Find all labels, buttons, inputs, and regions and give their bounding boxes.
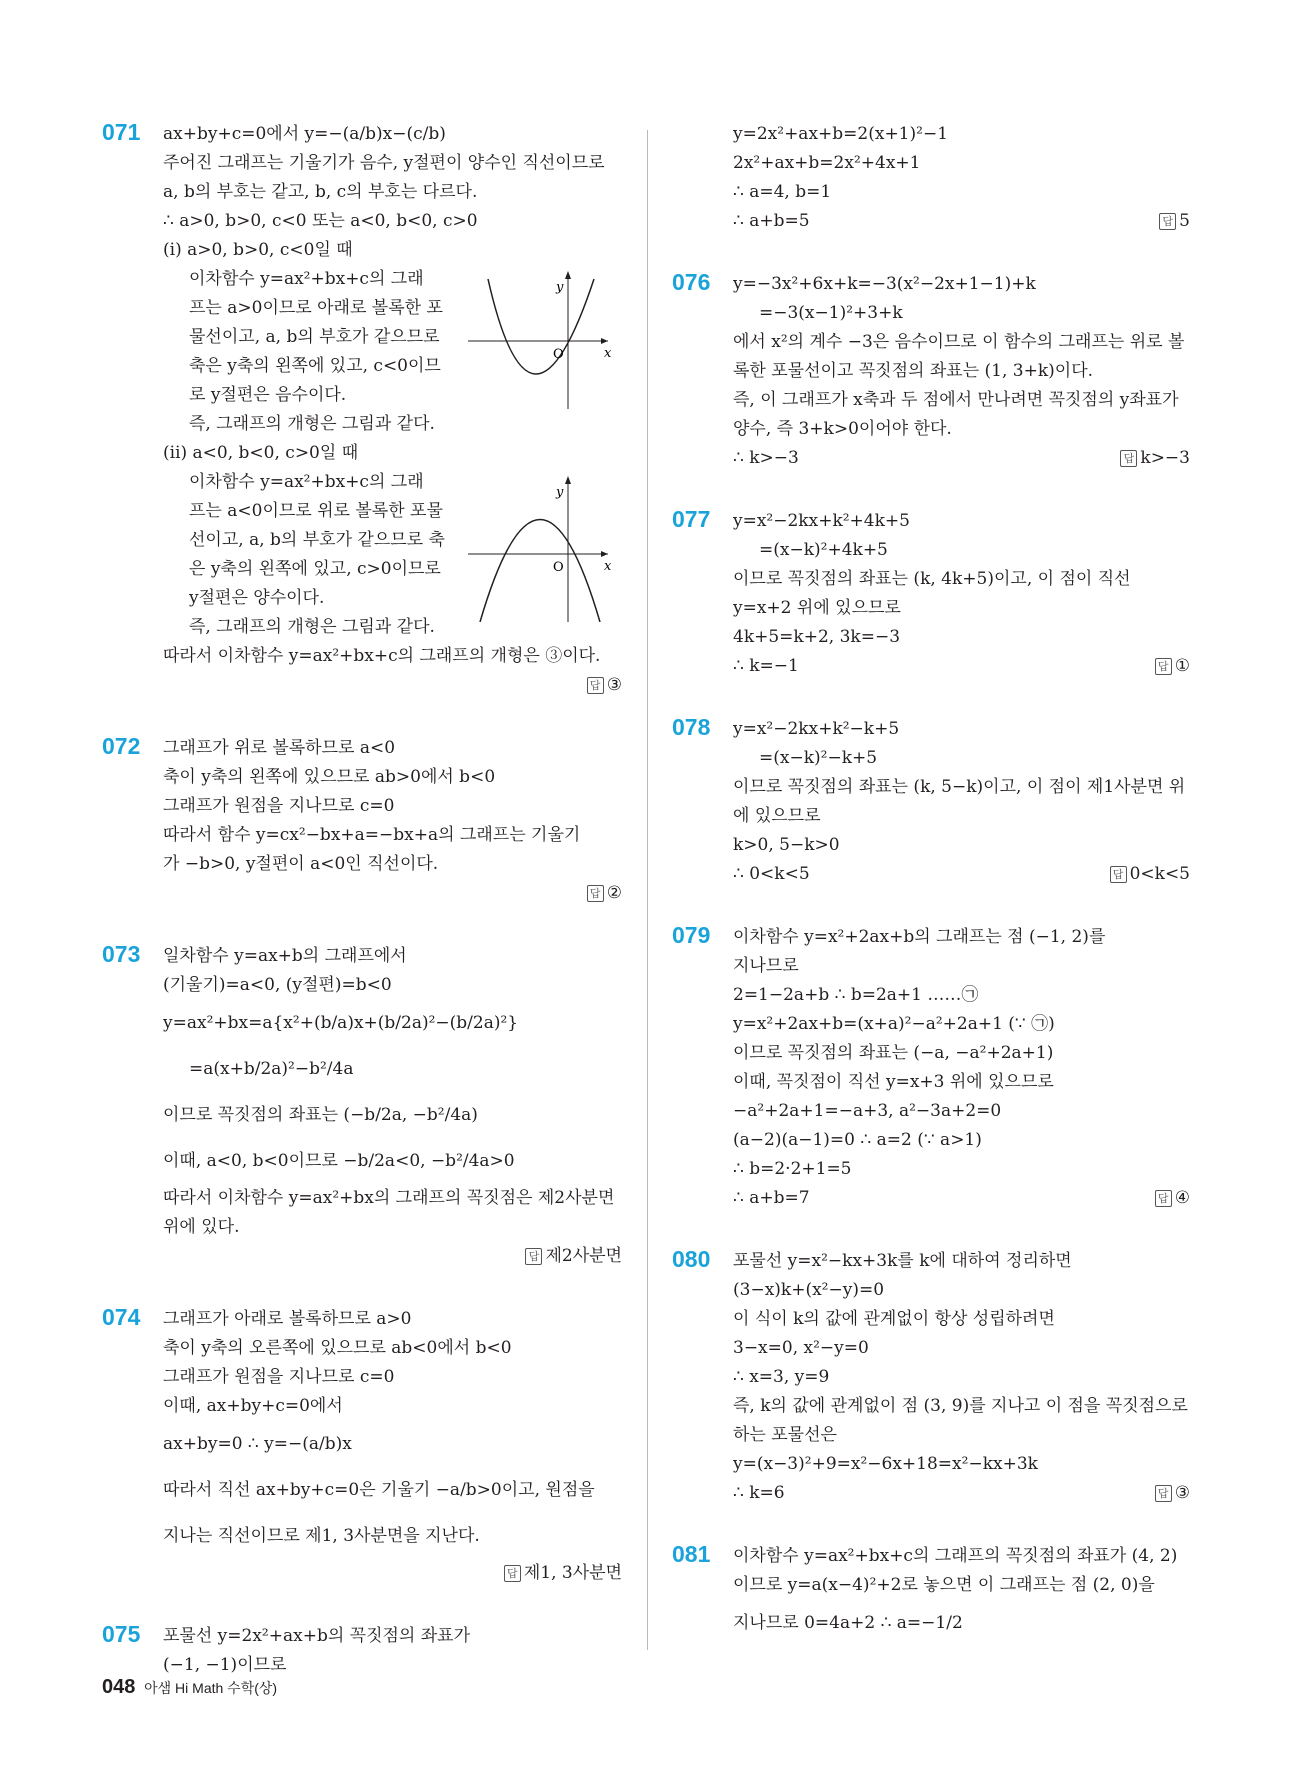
formula-line: 따라서 직선 ax+by+c=0은 기울기 −a/b>0이고, 원점을	[163, 1480, 595, 1500]
problem-number: 074	[102, 1304, 141, 1330]
problem-075-continued	[672, 120, 1190, 236]
text-line: 일차함수 y=ax+b의 그래프에서	[163, 946, 407, 966]
answer: 답 ③	[163, 671, 622, 700]
svg-text:x: x	[604, 559, 612, 574]
text-line: 축이 y축의 왼쪽에 있으므로 ab>0에서 b<0	[163, 767, 496, 787]
page-footer	[102, 1676, 277, 1699]
text-line: (a−2)(a−1)=0 ∴ a=2 (∵ a>1)	[733, 1130, 982, 1150]
text-line: 포물선 y=x²−kx+3k를 k에 대하여 정리하면	[733, 1251, 1072, 1271]
text-line: 이때, ax+by+c=0에서	[163, 1396, 343, 1416]
case1-block	[163, 265, 622, 439]
answer-mark-icon: 답	[1155, 1190, 1172, 1207]
text-line: ∴ a+b=7	[733, 1188, 810, 1208]
text-line: ∴ a=4, b=1	[733, 182, 832, 202]
text-line: 지나므로	[733, 956, 799, 976]
text-line: 지나는 직선이므로 제1, 3사분면을 지난다.	[163, 1526, 480, 1546]
text-line: y=x²−2kx+k²−k+5	[733, 719, 900, 739]
problem-number: 079	[672, 922, 711, 948]
text-line: 이차함수 y=ax²+bx+c의 그래프의 꼭짓점의 좌표가 (4, 2)	[733, 1546, 1178, 1566]
text-line: 위에 있다.	[163, 1217, 240, 1237]
text-line: 물선이고, a, b의 부호가 같으므로	[189, 327, 440, 347]
text-line: ∴ b=2·2+1=5	[733, 1159, 852, 1179]
text-line: 이 식이 k의 값에 관계없이 항상 성립하려면	[733, 1309, 1055, 1329]
problem-079	[672, 923, 1190, 1213]
text-line: 2=1−2a+b ∴ b=2a+1 ……㉠	[733, 985, 979, 1005]
problem-number: 078	[672, 714, 711, 740]
text-line: 에서 x²의 계수 −3은 음수이므로 이 함수의 그래프는 위로 볼	[733, 332, 1185, 352]
text-line: 이므로 y=a(x−4)²+2로 놓으면 이 그래프는 점 (2, 0)을	[733, 1575, 1155, 1595]
text-line: 그래프가 원점을 지나므로 c=0	[163, 1367, 395, 1387]
text-line: ∴ k>−3	[733, 448, 799, 468]
text-line: 즉, 그래프의 개형은 그림과 같다.	[189, 414, 435, 434]
problem-081	[672, 1542, 1190, 1646]
text-line: 주어진 그래프는 기울기가 음수, y절편이 양수인 직선이므로	[163, 153, 605, 173]
column-divider	[647, 130, 648, 1650]
text-line: 은 y축의 왼쪽에 있고, c>0이므로	[189, 559, 441, 579]
text-line: 즉, 그래프의 개형은 그림과 같다.	[189, 617, 435, 637]
text-line: y=x²−2kx+k²+4k+5	[733, 511, 910, 531]
answer: 답 ②	[163, 879, 622, 908]
text-line: 이차함수 y=ax²+bx+c의 그래	[189, 269, 424, 289]
problem-number: 075	[102, 1621, 141, 1647]
svg-text:x: x	[604, 346, 612, 361]
text-line: a, b의 부호는 같고, b, c의 부호는 다르다.	[163, 182, 478, 202]
answer: 답 ④	[733, 1184, 1190, 1213]
formula-line: =a(x+b/2a)²−b²/4a	[189, 1059, 354, 1079]
problem-number: 076	[672, 269, 711, 295]
text-line: ∴ k=6	[733, 1483, 785, 1503]
text-line: k>0, 5−k>0	[733, 835, 840, 855]
text-line: 로 y절편은 음수이다.	[189, 385, 347, 405]
answer-mark-icon: 답	[1159, 213, 1176, 230]
formula-line: y=ax²+bx=a{x²+(b/a)x+(b/2a)²−(b/2a)²}	[163, 1013, 519, 1033]
text-line: =(x−k)²−k+5	[759, 748, 878, 768]
text-line: ∴ k=−1	[733, 656, 799, 676]
text-line: =−3(x−1)²+3+k	[759, 303, 903, 323]
problem-075	[102, 1622, 622, 1680]
text-line: 선이고, a, b의 부호가 같으므로 축	[189, 530, 445, 550]
text-line: 록한 포물선이고 꼭짓점의 좌표는 (1, 3+k)이다.	[733, 361, 1094, 381]
text-line: 축이 y축의 오른쪽에 있으므로 ab<0에서 b<0	[163, 1338, 512, 1358]
problem-number: 072	[102, 733, 141, 759]
text-line: 그래프가 원점을 지나므로 c=0	[163, 796, 395, 816]
problem-number: 077	[672, 506, 711, 532]
text-line: ax+by+c=0에서 y=−(a/b)x−(c/b)	[163, 124, 446, 144]
answer-mark-icon: 답	[1120, 450, 1137, 467]
answer-mark-icon: 답	[1155, 1485, 1172, 1502]
text-line: 그래프가 아래로 볼록하므로 a>0	[163, 1309, 412, 1329]
text-line: −a²+2a+1=−a+3, a²−3a+2=0	[733, 1101, 1002, 1121]
text-line: ∴ 0<k<5	[733, 864, 810, 884]
problem-number: 080	[672, 1246, 711, 1272]
text-line: 하는 포물선은	[733, 1425, 837, 1445]
text-line: 그래프가 위로 볼록하므로 a<0	[163, 738, 396, 758]
text-line: 이때, 꼭짓점이 직선 y=x+3 위에 있으므로	[733, 1072, 1054, 1092]
text-line: (ⅱ) a<0, b<0, c>0일 때	[163, 443, 359, 463]
problem-077	[672, 507, 1190, 681]
answer-mark-icon: 답	[1110, 866, 1127, 883]
text-line: 따라서 이차함수 y=ax²+bx의 그래프의 꼭짓점은 제2사분면	[163, 1188, 615, 1208]
text-line: 축은 y축의 왼쪽에 있고, c<0이므	[189, 356, 441, 376]
page-number: 048	[102, 1676, 136, 1698]
text-line: y=2x²+ax+b=2(x+1)²−1	[733, 124, 949, 144]
text-line: y=x²+2ax+b=(x+a)²−a²+2a+1 (∵ ㉠)	[733, 1014, 1055, 1034]
answer-mark-icon: 답	[1155, 658, 1172, 675]
problem-073	[102, 942, 622, 1271]
right-column	[672, 120, 1190, 1680]
answer: 답 제2사분면	[163, 1242, 622, 1271]
text-line: =(x−k)²+4k+5	[759, 540, 888, 560]
svg-text:y: y	[556, 280, 564, 295]
answer-mark-icon: 답	[587, 677, 604, 694]
problem-078	[672, 715, 1190, 889]
formula-line: ax+by=0 ∴ y=−(a/b)x	[163, 1434, 352, 1454]
text-line: ∴ a>0, b>0, c<0 또는 a<0, b<0, c>0	[163, 211, 478, 231]
text-line: 이차함수 y=x²+2ax+b의 그래프는 점 (−1, 2)를	[733, 927, 1106, 947]
text-line: ∴ x=3, y=9	[733, 1367, 830, 1387]
left-column	[102, 120, 622, 1714]
answer: 답 5	[733, 207, 1190, 236]
text-line: 3−x=0, x²−y=0	[733, 1338, 869, 1358]
formula-line: 지나므로 0=4a+2 ∴ a=−1/2	[733, 1613, 963, 1633]
text-line: (−1, −1)이므로	[163, 1655, 287, 1675]
problem-076	[672, 270, 1190, 473]
problem-number: 071	[102, 119, 141, 145]
text-line: 포물선 y=2x²+ax+b의 꼭짓점의 좌표가	[163, 1626, 471, 1646]
text-line: 즉, 이 그래프가 x축과 두 점에서 만나려면 꼭짓점의 y좌표가	[733, 390, 1179, 410]
text-line: (ⅰ) a>0, b>0, c<0일 때	[163, 240, 353, 260]
problem-071	[102, 120, 622, 700]
problem-number: 081	[672, 1541, 711, 1567]
text-line: 2x²+ax+b=2x²+4x+1	[733, 153, 921, 173]
book-title: 아샘 Hi Math 수학(상)	[144, 1680, 278, 1696]
text-line: 이므로 꼭짓점의 좌표는 (−a, −a²+2a+1)	[733, 1043, 1054, 1063]
case2-block	[163, 468, 622, 642]
text-line: 프는 a>0이므로 아래로 볼록한 포	[189, 298, 443, 318]
text-line: y절편은 양수이다.	[189, 588, 325, 608]
answer: 답 제1, 3사분면	[163, 1559, 622, 1588]
formula-line: 이므로 꼭짓점의 좌표는 (−b/2a, −b²/4a)	[163, 1105, 478, 1125]
text-line: 가 −b>0, y절편이 a<0인 직선이다.	[163, 854, 439, 874]
text-line: 이므로 꼭짓점의 좌표는 (k, 5−k)이고, 이 점이 제1사분면 위	[733, 777, 1186, 797]
answer: 답 ①	[733, 652, 1190, 681]
formula-line: 이때, a<0, b<0이므로 −b/2a<0, −b²/4a>0	[163, 1151, 515, 1171]
svg-text:y: y	[556, 485, 564, 500]
problem-080	[672, 1247, 1190, 1508]
text-line: y=(x−3)²+9=x²−6x+18=x²−kx+3k	[733, 1454, 1038, 1474]
answer: 답 ③	[733, 1479, 1190, 1508]
answer-mark-icon: 답	[504, 1565, 521, 1582]
problem-072	[102, 734, 622, 908]
text-line: 따라서 이차함수 y=ax²+bx+c의 그래프의 개형은 ③이다.	[163, 646, 601, 666]
answer-mark-icon: 답	[525, 1248, 542, 1265]
text-line: 4k+5=k+2, 3k=−3	[733, 627, 901, 647]
text-line: (기울기)=a<0, (y절편)=b<0	[163, 975, 392, 995]
text-line: ∴ a+b=5	[733, 211, 810, 231]
text-line: 양수, 즉 3+k>0이어야 한다.	[733, 419, 952, 439]
answer: 답 0<k<5	[733, 860, 1190, 889]
downward-parabola-graph	[468, 472, 618, 622]
answer-mark-icon: 답	[587, 885, 604, 902]
text-line: y=−3x²+6x+k=−3(x²−2x+1−1)+k	[733, 274, 1036, 294]
text-line: 즉, k의 값에 관계없이 점 (3, 9)를 지나고 이 점을 꼭짓점으로	[733, 1396, 1188, 1416]
problem-number: 073	[102, 941, 141, 967]
problem-074	[102, 1305, 622, 1588]
text-line: (3−x)k+(x²−y)=0	[733, 1280, 885, 1300]
svg-text:O: O	[553, 347, 564, 362]
text-line: 이차함수 y=ax²+bx+c의 그래	[189, 472, 424, 492]
text-line: 프는 a<0이므로 위로 볼록한 포물	[189, 501, 443, 521]
text-line: y=x+2 위에 있으므로	[733, 598, 901, 618]
svg-text:O: O	[553, 560, 564, 575]
text-line: 이므로 꼭짓점의 좌표는 (k, 4k+5)이고, 이 점이 직선	[733, 569, 1131, 589]
text-line: 에 있으므로	[733, 806, 821, 826]
text-line: 따라서 함수 y=cx²−bx+a=−bx+a의 그래프는 기울기	[163, 825, 581, 845]
answer: 답 k>−3	[733, 444, 1190, 473]
upward-parabola-graph	[468, 269, 618, 409]
